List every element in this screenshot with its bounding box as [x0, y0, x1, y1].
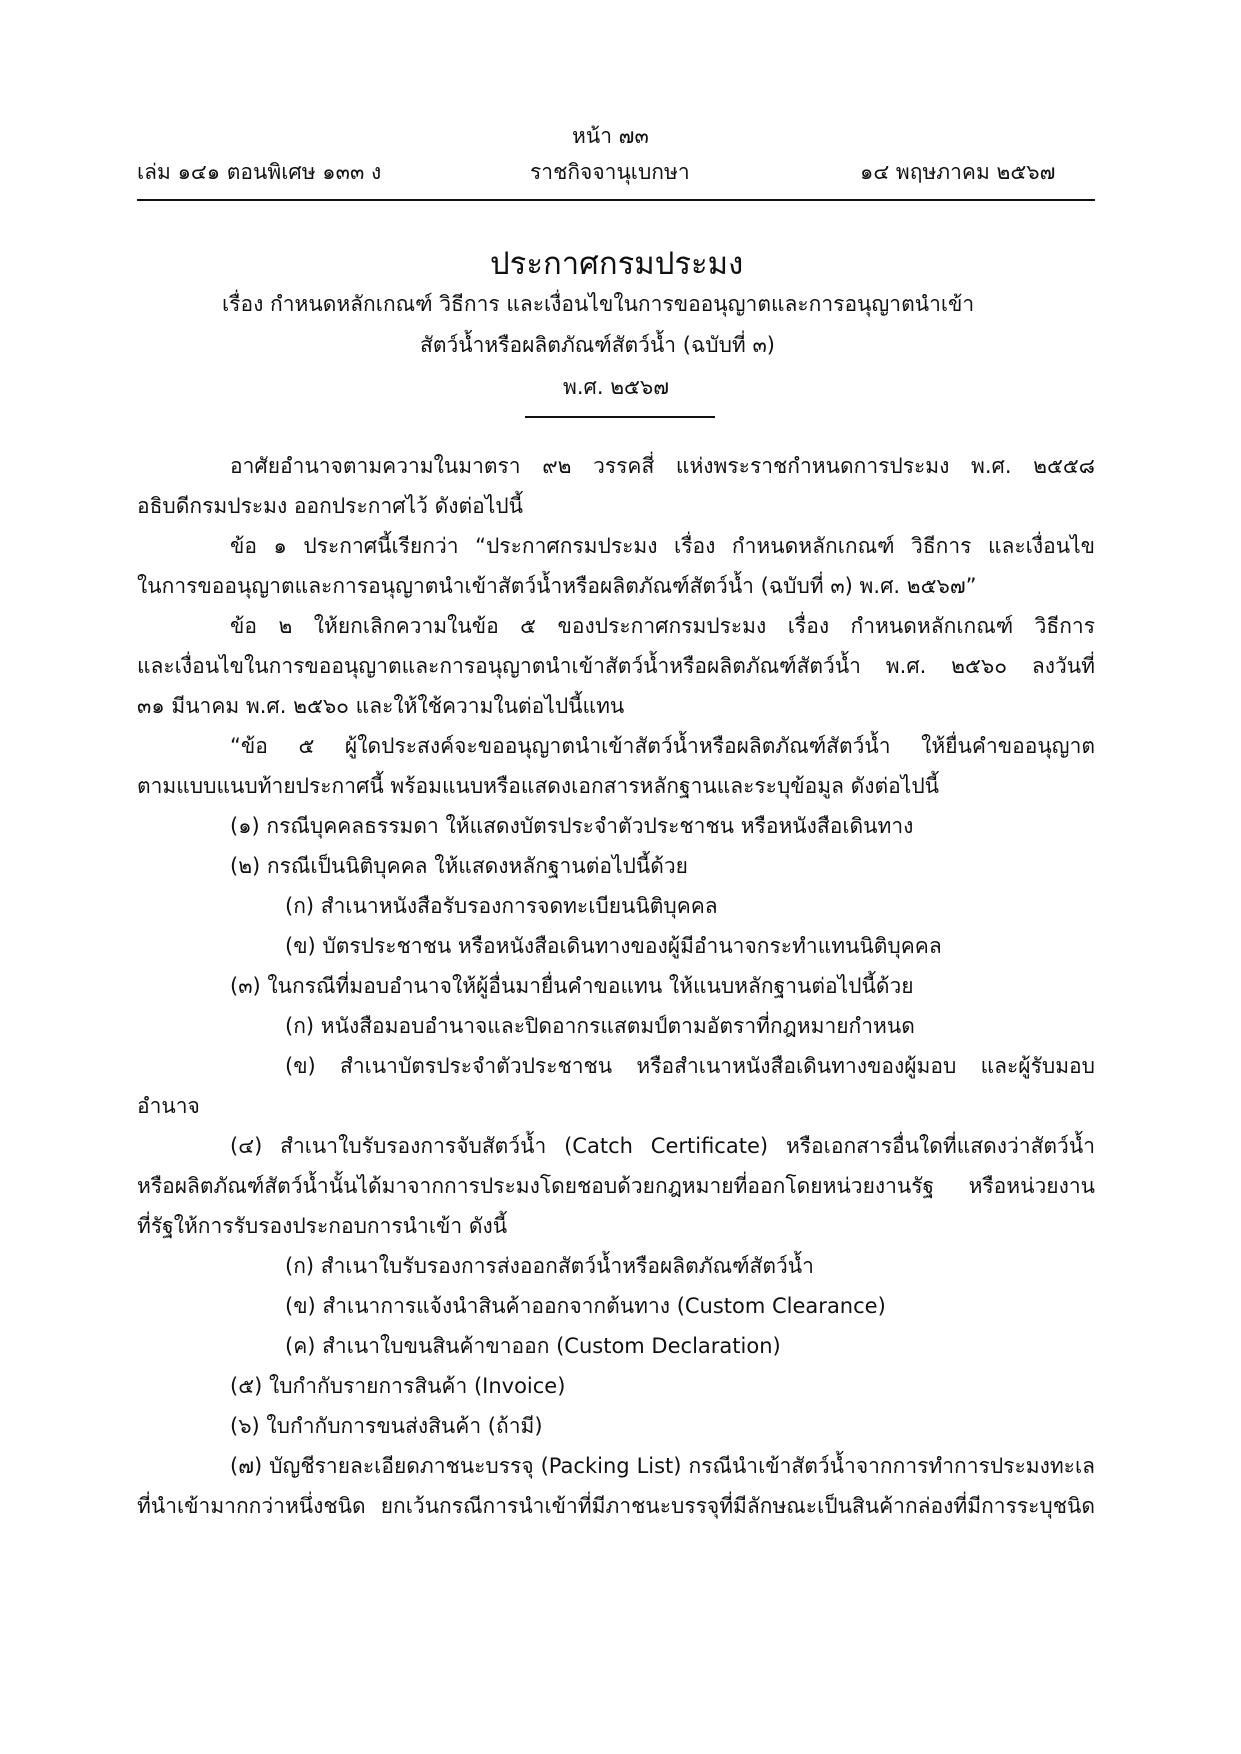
item-4-line-3: ที่รัฐให้การรับรองประกอบการนำเข้า ดังนี้ — [137, 1214, 508, 1238]
item-2-b: (ข) บัตรประชาชน หรือหนังสือเดินทางของผู้มีอำนาจกระทำแทนนิติบุคคล — [285, 934, 942, 958]
item-3-a: (ก) หนังสือมอบอำนาจและปิดอากรแสตมป์ตามอัตราที่กฎหมายกำหนด — [285, 1014, 915, 1038]
announcement-title: ประกาศกรมประมง — [490, 246, 744, 282]
clause-2-line-2: และเงื่อนไขในการขออนุญาตและการอนุญาตนำเข้าสัตว์น้ำหรือผลิตภัณฑ์สัตว์น้ำ พ.ศ. ๒๕๖๐ ลงวันที่ — [137, 654, 1095, 678]
item-3-b-line-1: (ข) สำเนาบัตรประจำตัวประชาชน หรือสำเนาหนังสือเดินทางของผู้มอบ และผู้รับมอบ — [285, 1054, 1095, 1078]
preamble-line-2: อธิบดีกรมประมง ออกประกาศไว้ ดังต่อไปนี้ — [137, 494, 523, 518]
clause-2-line-3: ๓๑ มีนาคม พ.ศ. ๒๕๖๐ และให้ใช้ความในต่อไปนี้แทน — [137, 694, 625, 718]
item-4-line-2: หรือผลิตภัณฑ์สัตว์น้ำนั้นได้มาจากการประมงโดยชอบด้วยกฎหมายที่ออกโดยหน่วยงานรัฐ หรือหน่วยงาน — [137, 1174, 1095, 1198]
item-2: (๒) กรณีเป็นนิติบุคคล ให้แสดงหลักฐานต่อไปนี้ด้วย — [230, 854, 688, 878]
clause-1-line-1: ข้อ ๑ ประกาศนี้เรียกว่า “ประกาศกรมประมง เรื่อง กำหนดหลักเกณฑ์ วิธีการ และเงื่อนไข — [230, 534, 1095, 558]
title-rule — [525, 416, 715, 418]
item-4-a: (ก) สำเนาใบรับรองการส่งออกสัตว์น้ำหรือผลิตภัณฑ์สัตว์น้ำ — [285, 1254, 814, 1278]
clause-2-line-1: ข้อ ๒ ให้ยกเลิกความในข้อ ๕ ของประกาศกรมประมง เรื่อง กำหนดหลักเกณฑ์ วิธีการ — [230, 614, 1095, 638]
preamble-line-1: อาศัยอำนาจตามความในมาตรา ๙๒ วรรคสี่ แห่งพระราชกำหนดการประมง พ.ศ. ๒๕๕๘ — [230, 454, 1095, 478]
item-5: (๕) ใบกำกับรายการสินค้า (Invoice) — [230, 1374, 566, 1398]
item-2-a: (ก) สำเนาหนังสือรับรองการจดทะเบียนนิติบุคคล — [285, 894, 718, 918]
item-7-line-2: ที่นำเข้ามากกว่าหนึ่งชนิด ยกเว้นกรณีการนำเข้าที่มีภาชนะบรรจุที่มีลักษณะเป็นสินค้ากล่องที่มีการระบุชนิด — [137, 1494, 1095, 1518]
clause-5-line-2: ตามแบบแนบท้ายประกาศนี้ พร้อมแนบหรือแสดงเอกสารหลักฐานและระบุข้อมูล ดังต่อไปนี้ — [137, 774, 940, 798]
subject-line-2: สัตว์น้ำหรือผลิตภัณฑ์สัตว์น้ำ (ฉบับที่ ๓) — [420, 333, 775, 357]
item-7-line-1: (๗) บัญชีรายละเอียดภาชนะบรรจุ (Packing List) กรณีนำเข้าสัตว์น้ำจากการทำการประมงทะเล — [230, 1454, 1095, 1478]
publication-date: ๑๔ พฤษภาคม ๒๕๖๗ — [860, 160, 1056, 184]
item-3: (๓) ในกรณีที่มอบอำนาจให้ผู้อื่นมายื่นคำขอแทน ให้แนบหลักฐานต่อไปนี้ด้วย — [230, 974, 914, 998]
item-1: (๑) กรณีบุคคลธรรมดา ให้แสดงบัตรประจำตัวประชาชน หรือหนังสือเดินทาง — [230, 814, 914, 838]
item-4-line-1: (๔) สำเนาใบรับรองการจับสัตว์น้ำ (Catch Certificate) หรือเอกสารอื่นใดที่แสดงว่าสัตว์น้ำ — [230, 1134, 1095, 1158]
clause-5-line-1: “ข้อ ๕ ผู้ใดประสงค์จะขออนุญาตนำเข้าสัตว์น้ำหรือผลิตภัณฑ์สัตว์น้ำ ให้ยื่นคำขออนุญาต — [230, 734, 1095, 758]
item-4-b: (ข) สำเนาการแจ้งนำสินค้าออกจากต้นทาง (Custom Clearance) — [285, 1294, 886, 1318]
item-4-c: (ค) สำเนาใบขนสินค้าขาออก (Custom Declaration) — [285, 1334, 781, 1358]
item-3-b-line-2: อำนาจ — [137, 1094, 200, 1118]
item-6: (๖) ใบกำกับการขนส่งสินค้า (ถ้ามี) — [230, 1414, 543, 1438]
gazette-name: ราชกิจจานุเบกษา — [530, 160, 690, 184]
clause-1-line-2: ในการขออนุญาตและการอนุญาตนำเข้าสัตว์น้ำหรือผลิตภัณฑ์สัตว์น้ำ (ฉบับที่ ๓) พ.ศ. ๒๕๖๗” — [137, 574, 977, 598]
header-rule — [137, 199, 1095, 201]
page-number: หน้า ๗๓ — [572, 124, 649, 148]
announcement-year: พ.ศ. ๒๕๖๗ — [563, 375, 670, 399]
volume-issue: เล่ม ๑๔๑ ตอนพิเศษ ๑๓๓ ง — [137, 160, 382, 184]
subject-line-1: เรื่อง กำหนดหลักเกณฑ์ วิธีการ และเงื่อนไขในการขออนุญาตและการอนุญาตนำเข้า — [222, 292, 975, 316]
